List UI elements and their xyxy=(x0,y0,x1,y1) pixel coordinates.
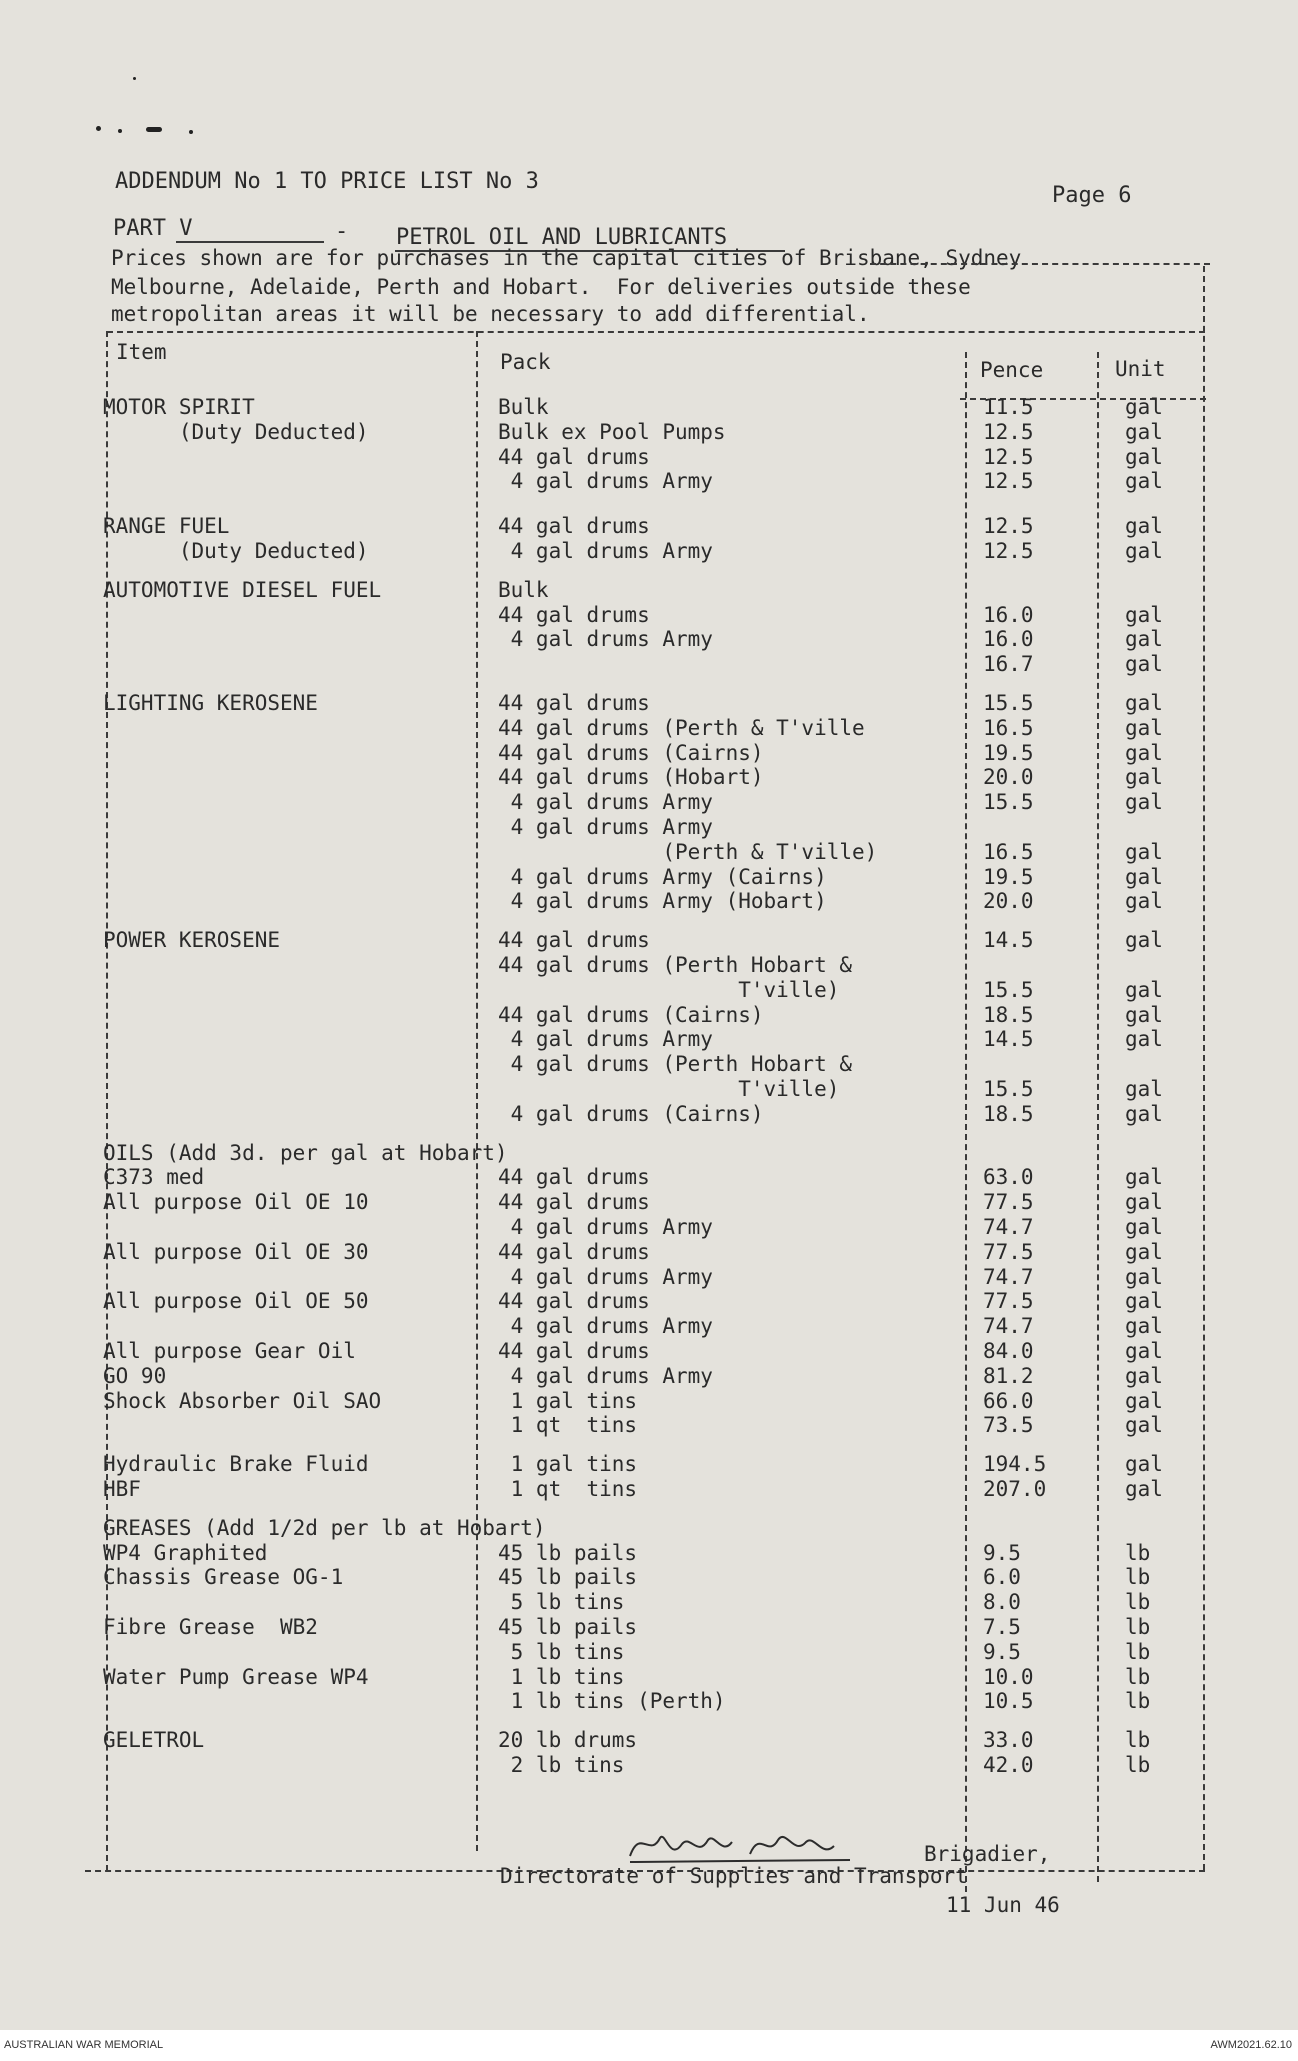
unit-cell: gal xyxy=(1125,977,1163,1002)
unit-cell: lb xyxy=(1125,1689,1151,1714)
pack-cell: T'ville) xyxy=(498,977,840,1002)
pack-cell: 4 gal drums Army xyxy=(498,1264,713,1289)
pack-cell: 44 gal drums (Hobart) xyxy=(498,765,764,790)
pack-cell: 45 lb pails xyxy=(498,1615,638,1639)
pack-cell: 44 gal drums xyxy=(498,444,650,469)
unit-cell: lb xyxy=(1125,1540,1151,1565)
pence-cell: 15.5 xyxy=(983,691,1034,715)
pence-cell: 18.5 xyxy=(983,1101,1034,1126)
pack-cell: Bulk ex Pool Pumps xyxy=(498,419,726,444)
unit-cell: gal xyxy=(1125,864,1163,889)
unit-cell: gal xyxy=(1125,469,1163,494)
pence-cell: 6.0 xyxy=(983,1565,1021,1590)
item-cell: MOTOR SPIRIT xyxy=(103,395,255,419)
part-number: PART V xyxy=(113,216,193,241)
pence-cell: 14.5 xyxy=(983,1027,1034,1052)
pence-cell: 77.5 xyxy=(983,1190,1034,1215)
pence-cell: 16.0 xyxy=(983,627,1034,652)
pack-cell: 5 lb tins xyxy=(498,1590,625,1615)
pence-cell: 12.5 xyxy=(983,514,1034,539)
pence-cell: 63.0 xyxy=(983,1165,1034,1190)
pack-cell: 44 gal drums xyxy=(498,928,650,953)
item-cell: Shock Absorber Oil SAO xyxy=(103,1388,382,1413)
unit-cell: gal xyxy=(1125,1452,1163,1477)
pence-cell: 207.0 xyxy=(983,1477,1047,1501)
unit-cell: gal xyxy=(1125,790,1163,815)
unit-cell: gal xyxy=(1125,715,1163,740)
unit-cell: gal xyxy=(1125,1388,1163,1413)
pack-cell: 45 lb pails xyxy=(498,1565,638,1590)
pack-cell: T'ville) xyxy=(498,1077,840,1101)
unit-cell: gal xyxy=(1125,652,1163,677)
pack-cell: 4 gal drums Army xyxy=(498,815,713,839)
unit-cell: gal xyxy=(1125,395,1163,419)
pence-cell: 42.0 xyxy=(983,1753,1034,1777)
footer-accession-number: AWM2021.62.10 xyxy=(1210,2039,1292,2051)
pence-cell: 19.5 xyxy=(983,864,1034,889)
unit-cell: lb xyxy=(1125,1565,1151,1590)
item-pack-divider xyxy=(476,331,478,1851)
pence-cell: 10.5 xyxy=(983,1689,1034,1714)
pack-cell: 44 gal drums (Cairns) xyxy=(498,740,764,765)
pack-cell: 44 gal drums xyxy=(498,1239,650,1264)
pack-cell: 4 gal drums Army (Cairns) xyxy=(498,864,827,889)
unit-cell: lb xyxy=(1125,1664,1151,1689)
pack-cell: 1 gal tins xyxy=(498,1388,638,1413)
pence-cell: 12.5 xyxy=(983,419,1034,444)
unit-cell: lb xyxy=(1125,1753,1151,1777)
item-cell: GREASES (Add 1/2d per lb at Hobart) xyxy=(103,1515,546,1540)
pence-cell: 16.5 xyxy=(983,715,1034,740)
pack-cell: 4 gal drums Army xyxy=(498,539,713,563)
pence-cell: 16.7 xyxy=(983,652,1034,677)
pack-cell: 44 gal drums xyxy=(498,602,650,627)
pence-cell: 7.5 xyxy=(983,1615,1021,1639)
unit-cell: gal xyxy=(1125,928,1163,953)
pence-cell: 16.5 xyxy=(983,839,1034,864)
document-date: 11 Jun 46 xyxy=(946,1893,1060,1917)
intro-line: Prices shown are for purchases in the capital cities of Brisbane, Sydney xyxy=(111,246,1022,270)
pack-cell: 45 lb pails xyxy=(498,1540,638,1565)
pence-cell: 15.5 xyxy=(983,1077,1034,1101)
pence-cell: 74.7 xyxy=(983,1264,1034,1289)
pack-cell: 44 gal drums (Cairns) xyxy=(498,1002,764,1027)
pack-pence-divider xyxy=(965,352,967,1892)
pack-cell: 1 lb tins xyxy=(498,1664,625,1689)
ink-speck xyxy=(96,126,101,131)
signature-rank: Brigadier, xyxy=(924,1842,1051,1866)
item-cell: GELETROL xyxy=(103,1728,205,1753)
ink-speck xyxy=(146,127,162,132)
pence-cell: 16.0 xyxy=(983,602,1034,627)
pack-cell: 44 gal drums xyxy=(498,1289,650,1314)
pence-cell: 14.5 xyxy=(983,928,1034,953)
unit-cell: gal xyxy=(1125,1215,1163,1239)
pence-cell: 15.5 xyxy=(983,977,1034,1002)
item-cell: Hydraulic Brake Fluid xyxy=(103,1452,369,1477)
unit-cell: lb xyxy=(1125,1728,1151,1753)
item-cell: All purpose Oil OE 10 xyxy=(103,1190,369,1215)
document-title: ADDENDUM No 1 TO PRICE LIST No 3 xyxy=(115,169,539,194)
column-header-unit: Unit xyxy=(1115,357,1166,381)
unit-cell: gal xyxy=(1125,1002,1163,1027)
pence-cell: 73.5 xyxy=(983,1413,1034,1438)
item-cell: GO 90 xyxy=(103,1363,167,1388)
unit-cell: gal xyxy=(1125,1363,1163,1388)
pence-cell: 81.2 xyxy=(983,1363,1034,1388)
pence-cell: 194.5 xyxy=(983,1452,1047,1477)
unit-cell: gal xyxy=(1125,1289,1163,1314)
ink-speck xyxy=(189,130,193,134)
ink-speck xyxy=(133,77,136,80)
column-header-item: Item xyxy=(116,340,167,364)
pack-cell: 4 gal drums Army xyxy=(498,1363,713,1388)
pack-cell: Bulk xyxy=(498,577,549,602)
unit-cell: gal xyxy=(1125,839,1163,864)
item-cell: POWER KEROSENE xyxy=(103,928,281,953)
pack-cell: 4 gal drums (Cairns) xyxy=(498,1101,764,1126)
table-top-rule xyxy=(870,263,1210,265)
pack-cell: 44 gal drums (Perth Hobart & xyxy=(498,953,853,977)
item-cell: Chassis Grease OG-1 xyxy=(103,1565,344,1590)
pack-cell: 44 gal drums xyxy=(498,1339,650,1363)
pack-cell: 1 lb tins (Perth) xyxy=(498,1689,726,1714)
pence-unit-divider xyxy=(1097,352,1099,1882)
pack-cell: 44 gal drums xyxy=(498,691,650,715)
item-cell: OILS (Add 3d. per gal at Hobart) xyxy=(103,1140,508,1165)
item-cell: (Duty Deducted) xyxy=(103,419,369,444)
footer-archive-name: AUSTRALIAN WAR MEMORIAL xyxy=(4,2039,164,2051)
pack-cell: 5 lb tins xyxy=(498,1639,625,1664)
signature-directorate: Directorate of Supplies and Transport xyxy=(500,1864,968,1888)
pence-cell: 74.7 xyxy=(983,1314,1034,1339)
table-top-rule xyxy=(107,331,1205,333)
pence-cell: 9.5 xyxy=(983,1540,1021,1565)
item-cell: All purpose Oil OE 30 xyxy=(103,1239,369,1264)
pack-cell: 1 qt tins xyxy=(498,1413,638,1438)
item-cell: All purpose Oil OE 50 xyxy=(103,1289,369,1314)
unit-cell: gal xyxy=(1125,691,1163,715)
unit-cell: lb xyxy=(1125,1639,1151,1664)
pence-cell: 18.5 xyxy=(983,1002,1034,1027)
pence-cell: 84.0 xyxy=(983,1339,1034,1363)
unit-cell: lb xyxy=(1125,1590,1151,1615)
item-cell: WP4 Graphited xyxy=(103,1540,268,1565)
item-cell: AUTOMOTIVE DIESEL FUEL xyxy=(103,577,382,602)
page-number: Page 6 xyxy=(1052,183,1132,208)
part-dash: - xyxy=(335,219,349,244)
pence-cell: 12.5 xyxy=(983,469,1034,494)
unit-cell: gal xyxy=(1125,889,1163,914)
pack-cell: 4 gal drums Army xyxy=(498,1215,713,1239)
pack-cell: (Perth & T'ville) xyxy=(498,839,878,864)
pence-cell: 10.0 xyxy=(983,1664,1034,1689)
unit-cell: gal xyxy=(1125,1165,1163,1190)
pack-cell: 4 gal drums Army xyxy=(498,627,713,652)
unit-cell: gal xyxy=(1125,1077,1163,1101)
pack-cell: 4 gal drums Army xyxy=(498,1314,713,1339)
pence-cell: 33.0 xyxy=(983,1728,1034,1753)
unit-cell: gal xyxy=(1125,419,1163,444)
pack-cell: 4 gal drums Army xyxy=(498,1027,713,1052)
pack-cell: 4 gal drums Army xyxy=(498,469,713,494)
pence-cell: 12.5 xyxy=(983,444,1034,469)
pack-cell: 2 lb tins xyxy=(498,1753,625,1777)
item-cell: Water Pump Grease WP4 xyxy=(103,1664,369,1689)
unit-cell: gal xyxy=(1125,514,1163,539)
pence-cell: 74.7 xyxy=(983,1215,1034,1239)
unit-cell: gal xyxy=(1125,627,1163,652)
pack-cell: 1 gal tins xyxy=(498,1452,638,1477)
intro-line: metropolitan areas it will be necessary to add differential. xyxy=(111,302,870,326)
column-header-pack: Pack xyxy=(500,350,551,374)
pence-cell: 20.0 xyxy=(983,889,1034,914)
unit-cell: gal xyxy=(1125,1239,1163,1264)
item-cell: C373 med xyxy=(103,1165,205,1190)
pence-cell: 11.5 xyxy=(983,395,1034,419)
pence-cell: 12.5 xyxy=(983,539,1034,563)
unit-cell: gal xyxy=(1125,740,1163,765)
unit-cell: gal xyxy=(1125,539,1163,563)
pack-cell: 4 gal drums Army (Hobart) xyxy=(498,889,827,914)
item-cell: LIGHTING KEROSENE xyxy=(103,691,318,715)
pence-cell: 66.0 xyxy=(983,1388,1034,1413)
unit-cell: gal xyxy=(1125,1477,1163,1501)
unit-cell: lb xyxy=(1125,1615,1151,1639)
pence-cell: 77.5 xyxy=(983,1239,1034,1264)
pence-cell: 9.5 xyxy=(983,1639,1021,1664)
pack-cell: 20 lb drums xyxy=(498,1728,638,1753)
pence-cell: 15.5 xyxy=(983,790,1034,815)
item-cell: (Duty Deducted) xyxy=(103,539,369,563)
pence-cell: 19.5 xyxy=(983,740,1034,765)
column-header-pence: Pence xyxy=(980,358,1044,382)
unit-cell: gal xyxy=(1125,1190,1163,1215)
unit-cell: gal xyxy=(1125,1314,1163,1339)
item-cell: RANGE FUEL xyxy=(103,514,230,539)
unit-cell: gal xyxy=(1125,1264,1163,1289)
pack-cell: Bulk xyxy=(498,395,549,419)
table-right-border xyxy=(1203,266,1205,1870)
unit-cell: gal xyxy=(1125,1101,1163,1126)
item-cell: All purpose Gear Oil xyxy=(103,1339,356,1363)
ink-speck xyxy=(118,129,122,133)
unit-cell: gal xyxy=(1125,1027,1163,1052)
pack-cell: 44 gal drums xyxy=(498,1165,650,1190)
pack-cell: 44 gal drums (Perth & T'ville xyxy=(498,715,865,740)
pack-cell: 4 gal drums Army xyxy=(498,790,713,815)
archive-footer xyxy=(0,2030,1298,2061)
item-cell: HBF xyxy=(103,1477,141,1501)
intro-line: Melbourne, Adelaide, Perth and Hobart. For deliveries outside these xyxy=(111,275,971,299)
part-title: PETROL OIL AND LUBRICANTS xyxy=(396,225,728,250)
unit-cell: gal xyxy=(1125,1339,1163,1363)
unit-cell: gal xyxy=(1125,1413,1163,1438)
unit-cell: gal xyxy=(1125,602,1163,627)
pack-cell: 4 gal drums (Perth Hobart & xyxy=(498,1052,853,1077)
unit-cell: gal xyxy=(1125,444,1163,469)
item-cell: Fibre Grease WB2 xyxy=(103,1615,318,1639)
pack-cell: 1 qt tins xyxy=(498,1477,638,1501)
pence-cell: 8.0 xyxy=(983,1590,1021,1615)
part-underline xyxy=(176,241,324,243)
pence-cell: 77.5 xyxy=(983,1289,1034,1314)
pack-cell: 44 gal drums xyxy=(498,1190,650,1215)
pack-cell: 44 gal drums xyxy=(498,514,650,539)
pence-cell: 20.0 xyxy=(983,765,1034,790)
unit-cell: gal xyxy=(1125,765,1163,790)
